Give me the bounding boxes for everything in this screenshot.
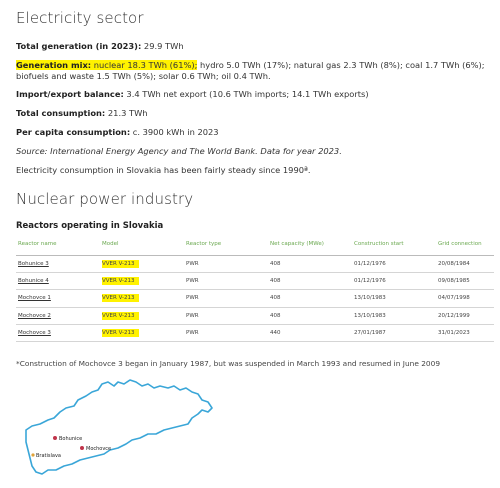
reactor-grid-connection: 20/12/1999	[436, 307, 494, 324]
reactor-name-link[interactable]: Mochovce 3	[16, 324, 100, 341]
reactor-capacity: 440	[268, 324, 352, 341]
slovakia-map	[22, 378, 218, 482]
reactor-model-value: VVER V-213	[102, 260, 139, 268]
nuclear-heading: Nuclear power industry	[16, 190, 194, 208]
reactor-model	[100, 307, 184, 324]
reactor-model-value: VVER V-213	[102, 329, 139, 337]
reactor-type: PWR	[184, 256, 268, 273]
import-export-line	[16, 89, 492, 100]
reactors-subheading: Reactors operating in Slovakia	[16, 221, 164, 231]
total-consumption-label: Total consumption:	[16, 108, 106, 118]
column-header-reactor-type: Reactor type	[184, 239, 268, 256]
bohunice-label: Bohunice	[59, 436, 83, 442]
column-header-net-capacity: Net capacity (MWe)	[268, 239, 352, 256]
total-consumption-line	[16, 108, 492, 119]
per-capita-value: c. 3900 kWh in 2023	[130, 127, 219, 137]
total-generation-line	[16, 41, 492, 52]
generation-mix-line	[16, 60, 492, 81]
table-row	[16, 290, 494, 307]
bratislava-label: Bratislava	[36, 453, 61, 459]
generation-mix-label: Generation mix:	[16, 60, 92, 70]
bohunice-marker	[53, 436, 57, 440]
table-row	[16, 324, 494, 341]
reactor-model	[100, 256, 184, 273]
reactor-type: PWR	[184, 307, 268, 324]
reactor-type: PWR	[184, 273, 268, 290]
reactor-type: PWR	[184, 324, 268, 341]
reactor-construction-start: 13/10/1983	[352, 290, 436, 307]
reactor-name-link[interactable]: Mochovce 2	[16, 307, 100, 324]
per-capita-label: Per capita consumption:	[16, 127, 131, 137]
reactor-construction-start: 27/01/1987	[352, 324, 436, 341]
reactors-table	[16, 239, 494, 342]
import-export-label: Import/export balance:	[16, 89, 124, 99]
column-header-construction-start: Construction start	[352, 239, 436, 256]
per-capita-line	[16, 127, 492, 138]
slovakia-border	[26, 380, 212, 474]
total-generation-value: 29.9 TWh	[141, 41, 184, 51]
reactor-model-value: VVER V-213	[102, 312, 139, 320]
reactor-construction-start: 13/10/1983	[352, 307, 436, 324]
import-export-value: 3.4 TWh net export (10.6 TWh imports; 14.1 TWh exports)	[123, 89, 369, 99]
total-consumption-value: 21.3 TWh	[105, 108, 148, 118]
reactor-name-link[interactable]: Bohunice 4	[16, 273, 100, 290]
reactor-name-link[interactable]: Mochovce 1	[16, 290, 100, 307]
reactor-grid-connection: 20/08/1984	[436, 256, 494, 273]
table-row	[16, 307, 494, 324]
column-header-grid-connection: Grid connection	[436, 239, 494, 256]
bratislava-marker	[31, 453, 34, 456]
reactor-name-link[interactable]: Bohunice 3	[16, 256, 100, 273]
generation-mix-highlight	[16, 60, 197, 70]
reactor-capacity: 408	[268, 307, 352, 324]
reactor-model-value: VVER V-213	[102, 277, 139, 285]
total-generation-label: Total generation (in 2023):	[16, 41, 142, 51]
source-text: International Energy Agency and The World Bank. Data for year 2023.	[50, 146, 342, 156]
source-prefix: Source:	[16, 146, 51, 156]
table-row	[16, 273, 494, 290]
table-row	[16, 256, 494, 273]
reactor-construction-start: 01/12/1976	[352, 273, 436, 290]
reactor-capacity: 408	[268, 290, 352, 307]
reactor-capacity: 408	[268, 256, 352, 273]
reactor-type: PWR	[184, 290, 268, 307]
table-header-row	[16, 239, 494, 256]
generation-mix-nuclear: nuclear 18.3 TWh (61%);	[91, 60, 198, 70]
reactor-construction-start: 01/12/1976	[352, 256, 436, 273]
reactor-grid-connection: 09/08/1985	[436, 273, 494, 290]
reactor-model	[100, 290, 184, 307]
mochovce-label: Mochovce	[86, 446, 112, 452]
reactor-capacity: 408	[268, 273, 352, 290]
column-header-model: Model	[100, 239, 184, 256]
source-line	[16, 146, 492, 157]
reactor-model	[100, 273, 184, 290]
reactor-grid-connection: 04/07/1998	[436, 290, 494, 307]
column-header-reactor-name: Reactor name	[16, 239, 100, 256]
reactor-grid-connection: 31/01/2023	[436, 324, 494, 341]
consumption-note: Electricity consumption in Slovakia has been fairly steady since 1990ª.	[16, 165, 311, 175]
reactor-model-value: VVER V-213	[102, 294, 139, 302]
electricity-heading: Electricity sector	[16, 9, 144, 27]
construction-footnote: *Construction of Mochovce 3 began in January 1987, but was suspended in March 1993 and resumed in June 2009	[16, 359, 441, 368]
mochovce-marker	[80, 446, 84, 450]
generation-mix-rest: hydro 5.0 TWh (17%); natural gas 2.3 TWh (8%); coal 1.7 TWh (6%); biofuels and waste 1.5 TWh (5%); solar 0.6 TWh; oil 0.4 TWh.	[16, 60, 485, 81]
reactor-model	[100, 324, 184, 341]
